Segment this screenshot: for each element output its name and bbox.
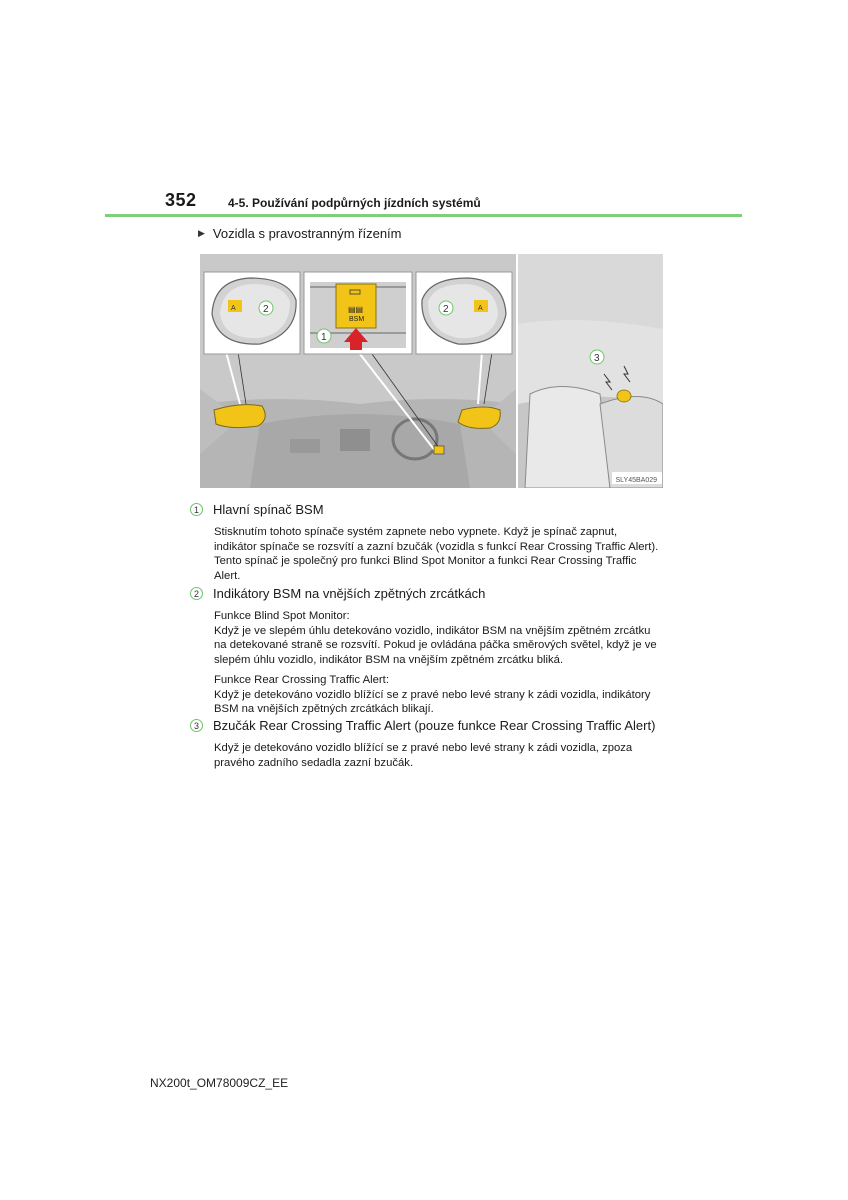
bsm-illustration <box>200 254 663 488</box>
item-number-badge: 2 <box>190 587 203 600</box>
callout-2-right: 2 <box>443 304 449 315</box>
item-title: Indikátory BSM na vnějších zpětných zrcátkách <box>213 586 486 601</box>
item-number-badge: 1 <box>190 503 203 516</box>
callout-3: 3 <box>594 353 600 364</box>
item-title: Bzučák Rear Crossing Traffic Alert (pouze funkce Rear Crossing Traffic Alert) <box>213 718 656 733</box>
triangle-marker-icon: ▶ <box>198 228 205 238</box>
callout-2-left: 2 <box>263 304 269 315</box>
item-3 <box>190 718 660 776</box>
subsection-heading <box>198 226 402 241</box>
figure-code: SLY45BA029 <box>615 477 657 484</box>
item-paragraph: Funkce Blind Spot Monitor: <box>214 610 350 622</box>
footer-model-code: NX200t_OM78009CZ_EE <box>150 1076 289 1090</box>
subsection-title: Vozidla s pravostranným řízením <box>212 226 402 241</box>
item-paragraph: Stisknutím tohoto spínače systém zapnete nebo vypnete. Když je spínač zapnut, indikátor spínače se rozsvítí a zazní bzučák (vozidla s funkcí Rear Crossing Traffic Alert). Tento spínač je společný pro funkci Blind Spot Monitor a funkci Rear Crossing Traffic Alert. <box>214 526 659 582</box>
svg-text:▤▤: ▤▤ <box>348 305 364 314</box>
svg-text:A: A <box>231 305 236 312</box>
section-title: 4-5. Používání podpůrných jízdních systémů <box>228 196 481 210</box>
callout-1: 1 <box>321 332 327 343</box>
svg-text:A: A <box>478 305 483 312</box>
item-title: Hlavní spínač BSM <box>213 502 324 517</box>
page-number: 352 <box>165 190 197 210</box>
item-number-badge: 3 <box>190 719 203 732</box>
header-rule <box>105 214 742 217</box>
item-2 <box>190 586 660 723</box>
bsm-switch-label: BSM <box>349 316 365 323</box>
item-paragraph: Když je ve slepém úhlu detekováno vozidlo, indikátor BSM na vnějším zpětném zrcátku na detekované straně se rozsvítí. Pokud je ovládána páčka směrových světel, když je ve slepém úhlu vozidlo, indikátor BSM na vnějším zpětném zrcátku bliká. <box>214 624 657 666</box>
item-paragraph: Funkce Rear Crossing Traffic Alert: <box>214 674 389 686</box>
item-paragraph: Když je detekováno vozidlo blížící se z pravé nebo levé strany k zádi vozidla, indikátory BSM na vnějších zpětných zrcátkách blikají. <box>214 688 651 715</box>
item-1 <box>190 502 660 589</box>
item-paragraph: Když je detekováno vozidlo blížící se z pravé nebo levé strany k zádi vozidla, zpoza pravého zadního sedadla zazní bzučák. <box>214 742 633 769</box>
